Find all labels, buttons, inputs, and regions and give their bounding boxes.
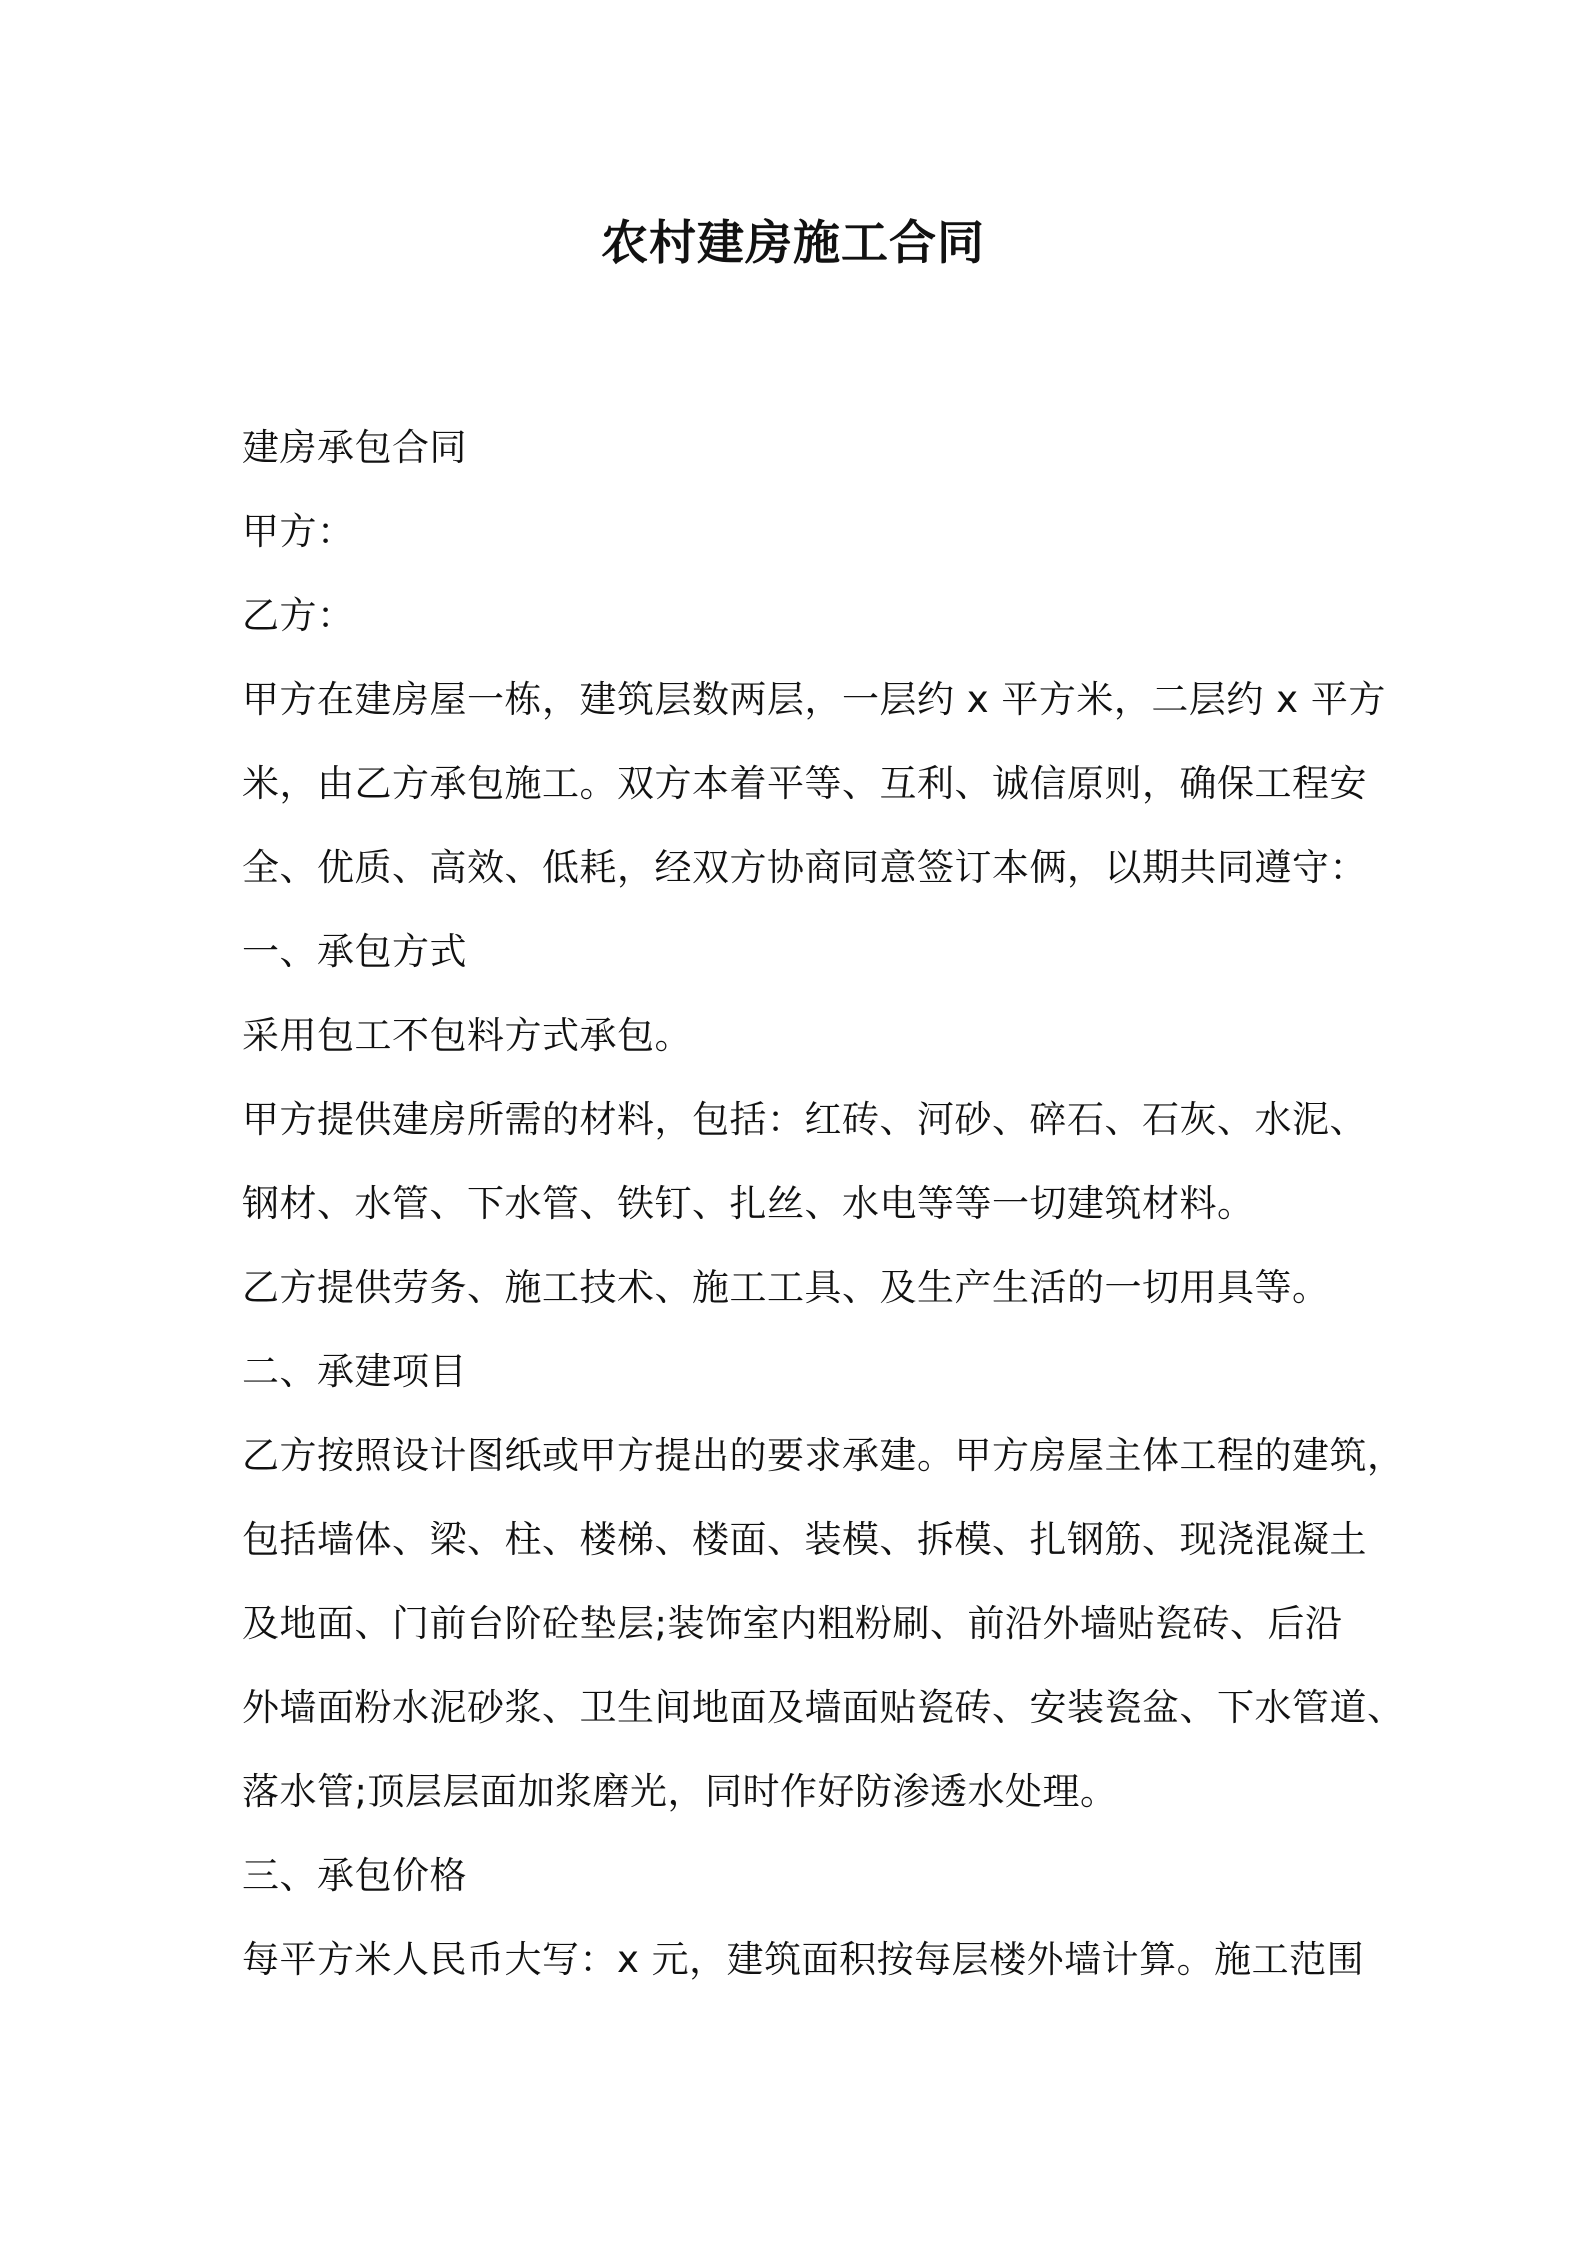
section-heading-project-scope: 二、承建项目 (242, 1350, 467, 1393)
paragraph-line: 钢材、水管、下水管、铁钉、扎丝、水电等等一切建筑材料。 (242, 1182, 1255, 1225)
section-heading-contract-price: 三、承包价格 (242, 1854, 467, 1897)
party-a-label: 甲方： (242, 510, 355, 553)
document-title: 农村建房施工合同 (601, 216, 985, 271)
intro-paragraph-line: 甲方在建房屋一栋，建筑层数两层，一层约 x 平方米，二层约 x 平方 (242, 678, 1386, 721)
paragraph-line: 甲方提供建房所需的材料，包括：红砖、河砂、碎石、石灰、水泥、 (242, 1098, 1367, 1141)
paragraph-line: 包括墙体、梁、柱、楼梯、楼面、装模、拆模、扎钢筋、现浇混凝土 (242, 1518, 1367, 1561)
paragraph-line: 乙方提供劳务、施工技术、施工工具、及生产生活的一切用具等。 (242, 1266, 1330, 1309)
intro-paragraph-line: 全、优质、高效、低耗，经双方协商同意签订本俩，以期共同遵守： (242, 846, 1367, 889)
party-b-label: 乙方： (242, 594, 355, 637)
intro-paragraph-line: 米，由乙方承包施工。双方本着平等、互利、诚信原则，确保工程安 (242, 762, 1367, 805)
paragraph-line: 及地面、门前台阶砼垫层;装饰室内粗粉刷、前沿外墙贴瓷砖、后沿 (242, 1602, 1343, 1645)
paragraph-line: 乙方按照设计图纸或甲方提出的要求承建。甲方房屋主体工程的建筑， (242, 1434, 1405, 1477)
contract-subtitle: 建房承包合同 (242, 426, 467, 469)
paragraph-line: 每平方米人民币大写：x 元，建筑面积按每层楼外墙计算。施工范围 (242, 1938, 1365, 1981)
paragraph-line: 外墙面粉水泥砂浆、卫生间地面及墙面贴瓷砖、安装瓷盆、下水管道、 (242, 1686, 1405, 1729)
section-heading-contract-method: 一、承包方式 (242, 930, 467, 973)
document-body (242, 406, 1405, 2002)
paragraph-line: 采用包工不包料方式承包。 (242, 1014, 692, 1057)
paragraph-line: 落水管;顶层层面加浆磨光，同时作好防渗透水处理。 (242, 1770, 1118, 1813)
